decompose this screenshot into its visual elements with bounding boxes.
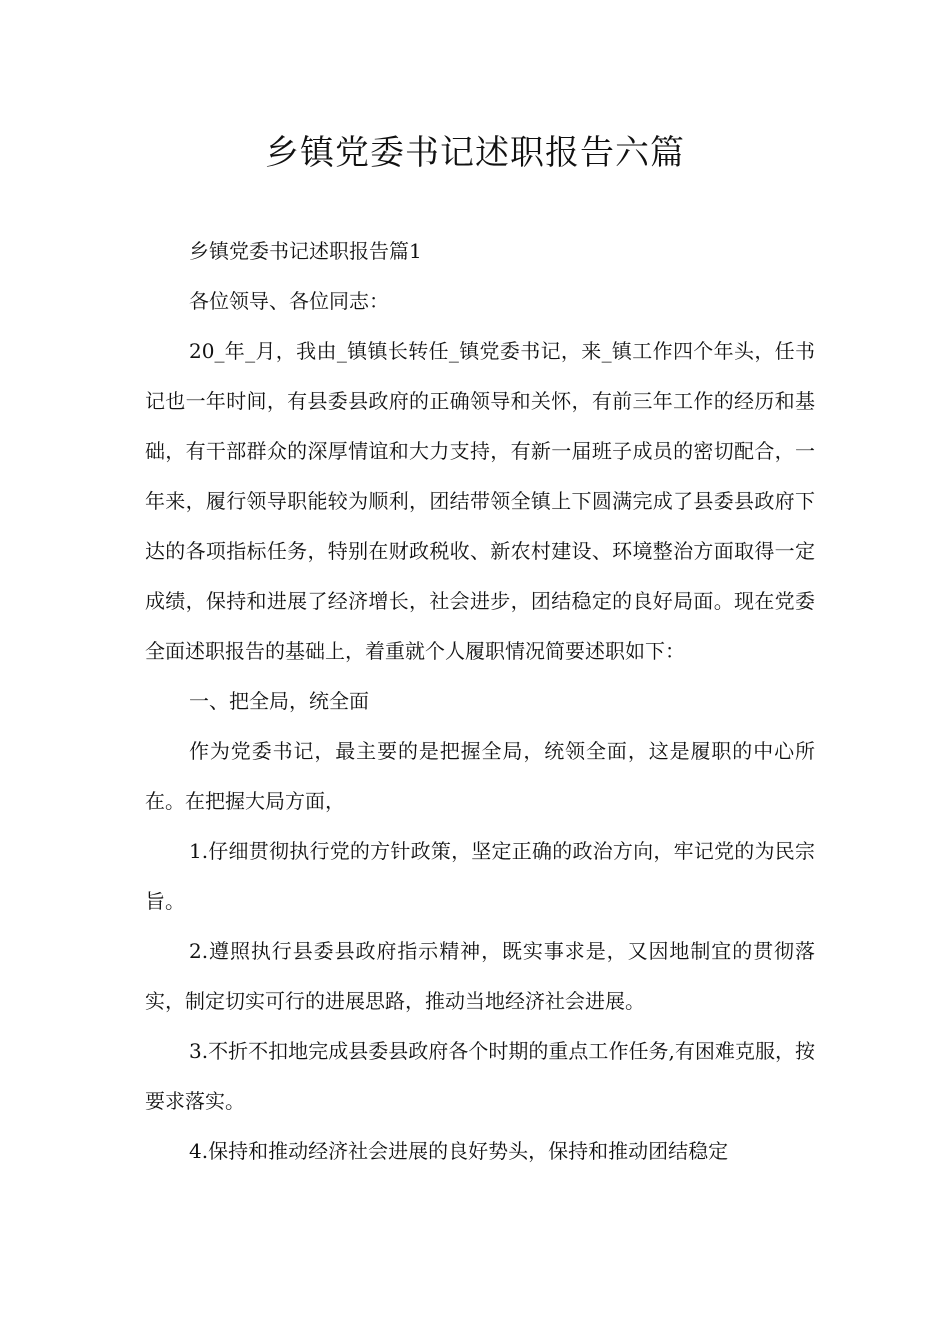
paragraph-overview: 作为党委书记，最主要的是把握全局，统领全面，这是履职的中心所在。在把握大局方面，	[145, 739, 815, 813]
paragraph-salutation: 各位领导、各位同志：	[189, 289, 389, 313]
document-title: 乡镇党委书记述职报告六篇	[265, 133, 685, 173]
paragraph-item-4: 4.保持和推动经济社会进展的良好势头，保持和推动团结稳定	[189, 1139, 729, 1163]
paragraph-introduction: 20_年_月，我由_镇镇长转任_镇党委书记，来_镇工作四个年头，任书记也一年时间，有县委县政府的正确领导和关怀，有前三年工作的经历和基础，有干部群众的深厚情谊和大力支持，有新一届班子成员的密切配合，一年来，履行领导职能较为顺利，团结带领全镇上下圆满完成了县委县政府下达的各项指标任务，特别在财政税收、新农村建设、环境整治方面取得一定成绩，保持和进展了经济增长，社会进步，团结稳定的良好局面。现在党委全面述职报告的基础上，着重就个人履职情况简要述职如下：	[145, 339, 815, 663]
paragraph-item-3: 3.不折不扣地完成县委县政府各个时期的重点工作任务,有困难克服，按要求落实。	[145, 1039, 815, 1113]
paragraph-heading-1: 一、把全局，统全面	[189, 689, 369, 713]
paragraph-section-heading: 乡镇党委书记述职报告篇1	[189, 239, 422, 263]
paragraph-item-1: 1.仔细贯彻执行党的方针政策，坚定正确的政治方向，牢记党的为民宗旨。	[145, 839, 815, 913]
paragraph-item-2: 2.遵照执行县委县政府指示精神，既实事求是，又因地制宜的贯彻落实，制定切实可行的进展思路，推动当地经济社会进展。	[145, 939, 815, 1013]
document-body	[145, 226, 815, 1176]
